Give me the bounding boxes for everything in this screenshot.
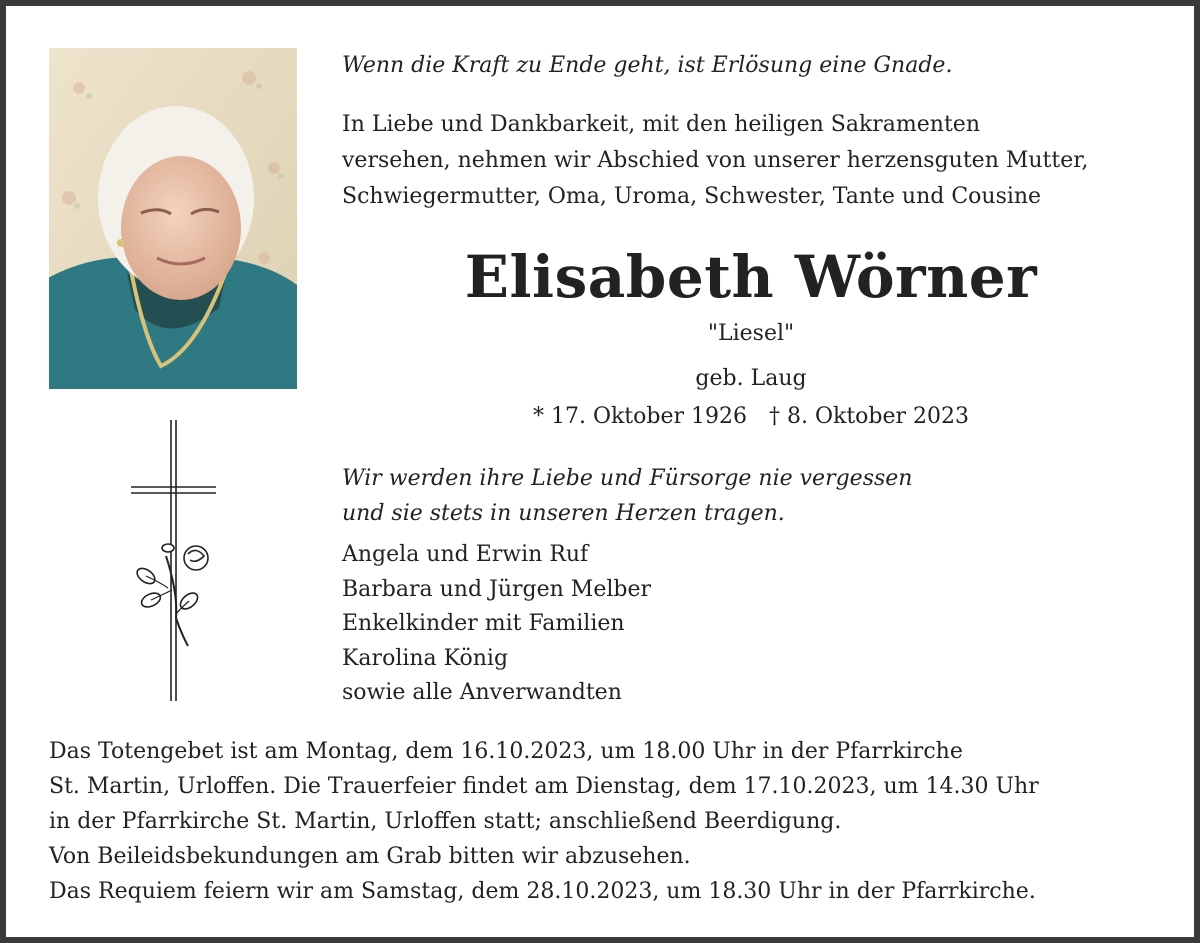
- info-line: in der Pfarrkirche St. Martin, Urloffen statt; anschließend Beerdigung.: [49, 809, 842, 834]
- portrait-photo: [49, 48, 297, 389]
- info-line: Das Requiem feiern wir am Samstag, dem 28.10.2023, um 18.30 Uhr in der Pfarrkirche.: [49, 879, 1036, 904]
- intro-line: versehen, nehmen wir Abschied von unserer herzensguten Mutter,: [342, 148, 1089, 173]
- mourner-entry: Angela und Erwin Ruf: [342, 542, 589, 567]
- verse-line: Wir werden ihre Liebe und Fürsorge nie vergessen: [342, 466, 913, 491]
- mourner-entry: Barbara und Jürgen Melber: [342, 576, 652, 602]
- service-information: [49, 734, 1169, 909]
- mourner-entry: Enkelkinder mit Familien: [342, 611, 625, 636]
- birth-date: * 17. Oktober 1926: [532, 404, 747, 429]
- info-line: St. Martin, Urloffen. Die Trauerfeier findet am Dienstag, dem 17.10.2023, um 14.30 Uhr: [49, 774, 1039, 799]
- deceased-name: Elisabeth Wörner: [464, 243, 1038, 311]
- mourner-entry: sowie alle Anverwandten: [342, 680, 622, 705]
- info-line: Von Beileidsbekundungen am Grab bitten wir abzusehen.: [49, 844, 691, 869]
- motto-text: Wenn die Kraft zu Ende geht, ist Erlösung eine Gnade.: [342, 53, 953, 78]
- intro-line: In Liebe und Dankbarkeit, mit den heiligen Sakramenten: [342, 112, 980, 137]
- memorial-verse: [342, 461, 1162, 531]
- verse-line: und sie stets in unseren Herzen tragen.: [342, 501, 785, 526]
- mourners-list: [342, 538, 1162, 711]
- deceased-nickname: "Liesel": [707, 321, 795, 346]
- info-line: Das Totengebet ist am Montag, dem 16.10.2023, um 18.00 Uhr in der Pfarrkirche: [49, 739, 963, 764]
- life-dates: [342, 401, 1160, 433]
- intro-text: [342, 107, 1172, 215]
- death-date: † 8. Oktober 2023: [769, 404, 970, 429]
- intro-line: Schwiegermutter, Oma, Uroma, Schwester, Tante und Cousine: [342, 184, 1042, 209]
- cross-with-rose-icon: [126, 418, 221, 703]
- mourner-entry: Karolina König: [342, 645, 509, 671]
- maiden-name: geb. Laug: [695, 366, 807, 391]
